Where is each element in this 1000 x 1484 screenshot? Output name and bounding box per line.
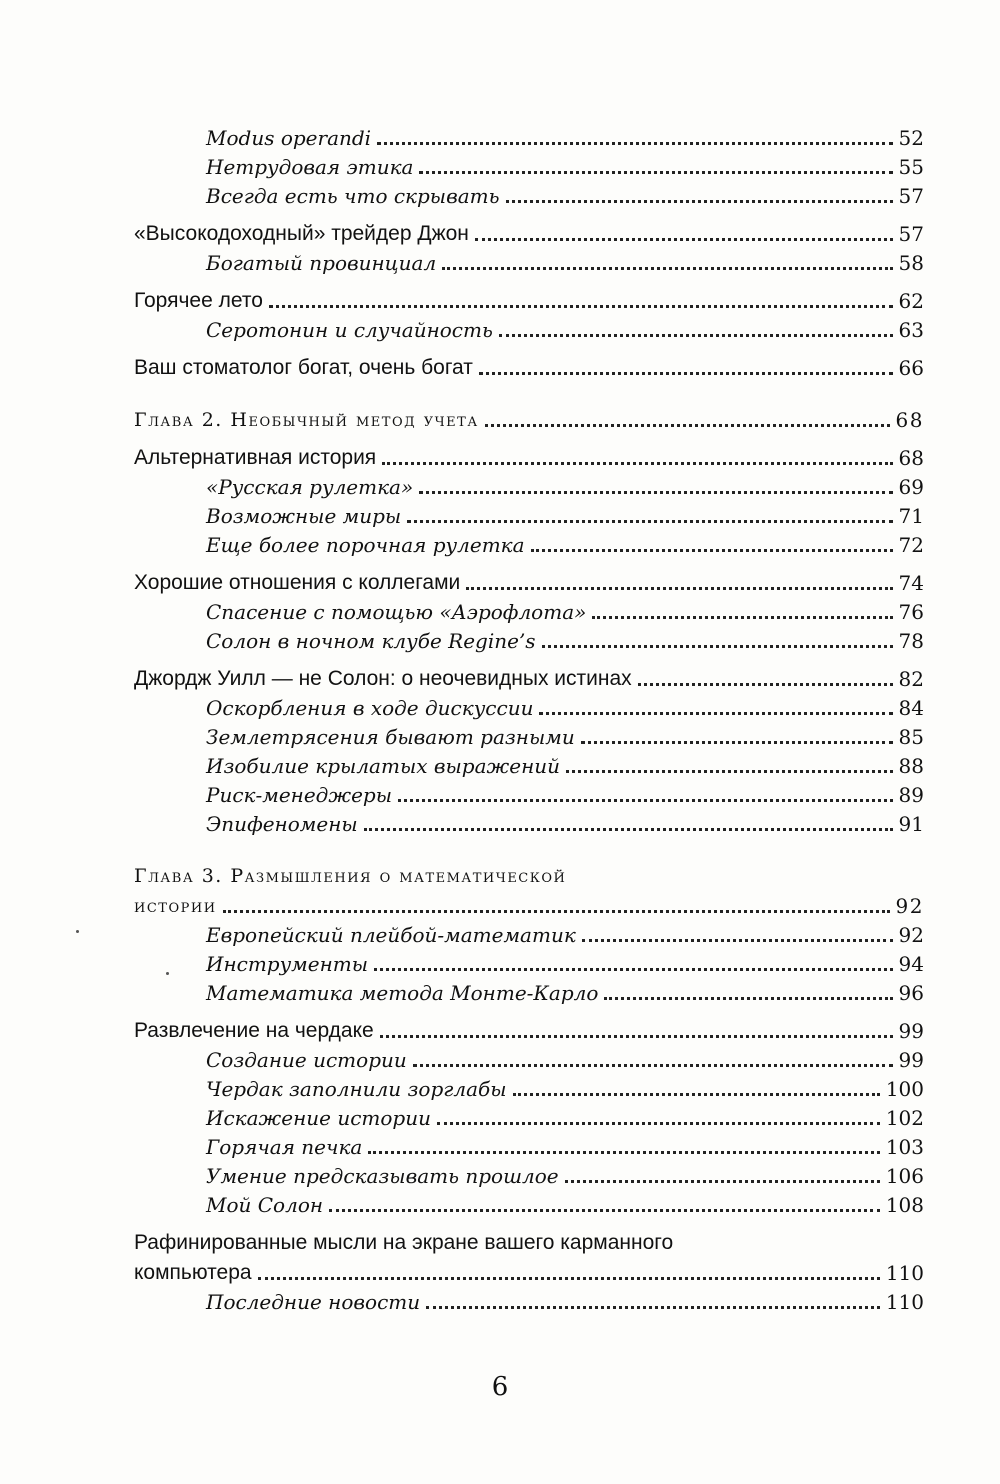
- toc-subsection: [134, 182, 924, 211]
- toc-page-number: 82: [898, 667, 924, 691]
- toc-page-number: 96: [898, 981, 924, 1005]
- toc-entry-title: Инструменты: [206, 952, 369, 976]
- toc-subsection: [134, 1046, 924, 1075]
- toc-entry-title: Последние новости: [206, 1290, 421, 1314]
- dot-leader: [329, 1209, 880, 1212]
- toc-entry-title: Европейский плейбой-математик: [206, 923, 576, 947]
- toc-entry-title: Математика метода Монте-Карло: [206, 981, 599, 1005]
- dot-leader: [513, 1093, 880, 1096]
- toc-page-number: 88: [898, 754, 924, 778]
- toc-entry-title: компьютера: [134, 1261, 252, 1284]
- toc-page-number: 99: [898, 1019, 924, 1043]
- toc-page-number: 57: [898, 184, 924, 208]
- toc-subsection: [134, 1075, 924, 1104]
- toc-entry-title-line1: Глава 3. Размышления о математической: [134, 865, 567, 887]
- dot-leader: [485, 424, 890, 427]
- dot-leader: [479, 372, 893, 375]
- dot-leader: [223, 910, 890, 913]
- toc-page-number: 74: [898, 571, 924, 595]
- toc-subsection: [134, 810, 924, 839]
- toc-page-number: 110: [885, 1261, 924, 1285]
- dot-leader: [604, 997, 892, 1000]
- dot-leader: [542, 645, 893, 648]
- toc-page-number: 85: [898, 725, 924, 749]
- toc-subsection: [134, 598, 924, 627]
- toc-section: [134, 568, 924, 598]
- dot-leader: [374, 968, 893, 971]
- toc-subsection: [134, 249, 924, 278]
- toc-subsection: [134, 473, 924, 502]
- page-number: 6: [491, 1372, 509, 1402]
- toc-entry-title: Modus operandi: [206, 126, 372, 150]
- toc-page-number: 69: [898, 475, 924, 499]
- toc-entry-title: Умение предсказывать прошлое: [206, 1164, 559, 1188]
- toc-entry-title: Альтернативная история: [134, 446, 377, 469]
- dot-leader: [398, 799, 893, 802]
- dot-leader: [566, 770, 893, 773]
- toc-entry-title: Развлечение на чердаке: [134, 1019, 374, 1042]
- toc-section: [134, 286, 924, 316]
- toc-page-number: 84: [898, 696, 924, 720]
- toc-entry-title: Чердак заполнили зорглабы: [206, 1077, 507, 1101]
- dot-leader: [419, 171, 892, 174]
- toc-entry-title: Создание истории: [206, 1048, 407, 1072]
- toc-section: [134, 1258, 924, 1288]
- toc-subsection: [134, 921, 924, 950]
- toc-page-number: 94: [898, 952, 924, 976]
- toc-page-number: 71: [898, 504, 924, 528]
- toc-section: [134, 664, 924, 694]
- toc-entry-title: Мой Солон: [206, 1193, 324, 1217]
- toc-subsection: [134, 316, 924, 345]
- dot-leader: [364, 828, 893, 831]
- toc-subsection: [134, 1288, 924, 1317]
- dot-leader: [426, 1306, 880, 1309]
- toc-section: [134, 353, 924, 383]
- toc-page-number: 92: [895, 894, 924, 918]
- toc-entry-title: Оскорбления в ходе дискуссии: [206, 696, 534, 720]
- toc-subsection: [134, 1191, 924, 1220]
- dot-leader: [531, 549, 893, 552]
- toc-subsection: [134, 502, 924, 531]
- toc-entry-title: «Русская рулетка»: [206, 475, 414, 499]
- toc-entry-title: Нетрудовая этика: [206, 155, 414, 179]
- dot-leader: [539, 712, 892, 715]
- toc-subsection: [134, 627, 924, 656]
- toc-entry-title: Серотонин и случайность: [206, 318, 493, 342]
- toc-entry-title: Спасение с помощью «Аэрофлота»: [206, 600, 587, 624]
- toc-page-number: 106: [885, 1164, 924, 1188]
- toc-entry-title: Горячее лето: [134, 289, 263, 312]
- toc-entry-title: Джордж Уилл — не Солон: о неочевидных истинах: [134, 667, 632, 690]
- toc-subsection: [134, 124, 924, 153]
- toc-section: [134, 1016, 924, 1046]
- toc-entry-title: Еще более порочная рулетка: [206, 533, 525, 557]
- dot-leader: [475, 238, 893, 241]
- toc-page-number: 110: [885, 1290, 924, 1314]
- toc-entry-title: Ваш стоматолог богат, очень богат: [134, 356, 473, 379]
- toc-entry-title: Искажение истории: [206, 1106, 431, 1130]
- dot-leader: [382, 462, 892, 465]
- toc-entry-title-line1: Рафинированные мысли на экране вашего карманного: [134, 1231, 674, 1254]
- dot-leader: [592, 616, 892, 619]
- toc-subsection: [134, 153, 924, 182]
- toc-entry-title: Глава 2. Необычный метод учета: [134, 409, 479, 431]
- toc-page-number: 103: [885, 1135, 924, 1159]
- toc-page-number: 100: [885, 1077, 924, 1101]
- toc-subsection: [134, 1133, 924, 1162]
- dot-leader: [258, 1277, 880, 1280]
- toc-page-number: 92: [898, 923, 924, 947]
- dot-leader: [437, 1122, 880, 1125]
- toc-page-number: 66: [898, 356, 924, 380]
- dot-leader: [413, 1064, 893, 1067]
- print-speck: [166, 972, 169, 975]
- toc-entry-title: Солон в ночном клубе Regine’s: [206, 629, 536, 653]
- dot-leader: [581, 741, 893, 744]
- dot-leader: [368, 1151, 879, 1154]
- dot-leader: [499, 334, 893, 337]
- toc-subsection: [134, 694, 924, 723]
- toc-page-number: 108: [885, 1193, 924, 1217]
- toc-page-number: 89: [898, 783, 924, 807]
- toc-entry-title: Всегда есть что скрывать: [206, 184, 500, 208]
- toc-page-number: 57: [898, 222, 924, 246]
- toc-page-number: 52: [898, 126, 924, 150]
- toc-section: [134, 219, 924, 249]
- dot-leader: [442, 267, 892, 270]
- dot-leader: [466, 587, 892, 590]
- toc-page-number: 63: [898, 318, 924, 342]
- toc-section: [134, 443, 924, 473]
- toc-page-number: 78: [898, 629, 924, 653]
- print-speck: [76, 930, 79, 933]
- toc-entry-title: Хорошие отношения с коллегами: [134, 571, 461, 594]
- toc-entry-title: Риск-менеджеры: [206, 783, 393, 807]
- toc-entry-title: Горячая печка: [206, 1135, 363, 1159]
- toc-page-number: 62: [898, 289, 924, 313]
- toc-entry-title: Эпифеномены: [206, 812, 358, 836]
- toc-subsection: [134, 531, 924, 560]
- dot-leader: [638, 683, 893, 686]
- toc-subsection: [134, 950, 924, 979]
- toc-page-number: 68: [895, 408, 924, 432]
- dot-leader: [419, 491, 892, 494]
- toc-subsection: [134, 979, 924, 1008]
- toc-chapter: [134, 891, 924, 921]
- toc-page-number: 99: [898, 1048, 924, 1072]
- toc-entry-title: истории: [134, 895, 217, 917]
- toc-entry-title: Возможные миры: [206, 504, 402, 528]
- dot-leader: [380, 1035, 893, 1038]
- toc-page-number: 55: [898, 155, 924, 179]
- dot-leader: [407, 520, 892, 523]
- toc-page-number: 76: [898, 600, 924, 624]
- toc-subsection: [134, 1162, 924, 1191]
- toc-subsection: [134, 752, 924, 781]
- toc-page-number: 91: [898, 812, 924, 836]
- toc-entry-title: Землетрясения бывают разными: [206, 725, 575, 749]
- toc-page-number: 68: [898, 446, 924, 470]
- dot-leader: [582, 939, 893, 942]
- table-of-contents: [134, 124, 924, 1317]
- toc-subsection: [134, 723, 924, 752]
- toc-entry-title: Богатый провинциал: [206, 251, 437, 275]
- dot-leader: [565, 1180, 880, 1183]
- dot-leader: [377, 142, 892, 145]
- toc-page-number: 58: [898, 251, 924, 275]
- toc-page-number: 72: [898, 533, 924, 557]
- dot-leader: [269, 305, 893, 308]
- dot-leader: [506, 200, 893, 203]
- toc-chapter: [134, 405, 924, 435]
- toc-subsection: [134, 1104, 924, 1133]
- toc-subsection: [134, 781, 924, 810]
- toc-page-number: 102: [885, 1106, 924, 1130]
- toc-entry-title: «Высокодоходный» трейдер Джон: [134, 222, 469, 245]
- toc-entry-title: Изобилие крылатых выражений: [206, 754, 561, 778]
